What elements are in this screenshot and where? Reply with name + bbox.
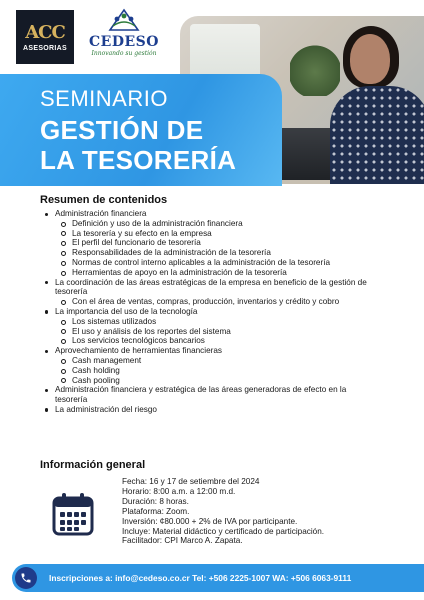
resumen-item [40, 385, 380, 405]
resumen-heading: Resumen de contenidos [40, 194, 168, 206]
resumen-subitem: Normas de control interno aplicables a la administración de la tesorería [57, 258, 380, 268]
contact-text[interactable]: Inscripciones a: info@cedeso.co.cr Tel: +506 2225-1007 WA: +506 6063-9111 [49, 573, 352, 583]
resumen-subitem: Responsabilidades de la administración de la tesorería [57, 248, 380, 258]
resumen-item [40, 209, 380, 278]
resumen-subitem: El uso y análisis de los reportes del sistema [57, 327, 380, 337]
resumen-subitem: Herramientas de apoyo en la administración de la tesorería [57, 268, 380, 278]
resumen-item [40, 307, 380, 346]
info-plataforma: Plataforma: Zoom. [122, 506, 190, 516]
info-horario: Horario: 8:00 a.m. a 12:00 m.d. [122, 486, 236, 496]
resumen-subitem: Con el área de ventas, compras, producción, inventarios y crédito y cobro [57, 297, 380, 307]
resumen-item [40, 405, 380, 415]
resumen-item-text: La importancia del uso de la tecnología [55, 306, 198, 316]
info-inversion: Inversión: ¢80.000 + 2% de IVA por participante. [122, 516, 298, 526]
info-fecha: Fecha: 16 y 17 de setiembre del 2024 [122, 477, 260, 486]
resumen-subitem: Cash holding [57, 366, 380, 376]
resumen-contents [40, 209, 380, 415]
resumen-subitem: Cash management [57, 356, 380, 366]
resumen-subitem: Los sistemas utilizados [57, 317, 380, 327]
resumen-item-text: Aprovechamiento de herramientas financieras [55, 346, 223, 356]
banner-title-line2: LA TESORERÍA [40, 145, 237, 175]
info-heading: Información general [40, 459, 146, 471]
acc-logo-mark: ACC [25, 21, 65, 43]
resumen-sublist [57, 317, 380, 346]
cedeso-logo [82, 8, 166, 70]
cedeso-logo-name: CEDESO [89, 34, 159, 50]
resumen-subitem: Cash pooling [57, 376, 380, 386]
resumen-list [40, 209, 380, 415]
info-details [122, 477, 412, 546]
phone-icon [15, 567, 37, 589]
resumen-subitem: Definición y uso de la administración financiera [57, 219, 380, 229]
resumen-item-text: Administración financiera [55, 209, 147, 218]
resumen-subitem: Los servicios tecnológicos bancarios [57, 336, 380, 346]
info-facilitador: Facilitador: CPI Marco A. Zapata. [122, 536, 243, 546]
resumen-item [40, 278, 380, 307]
resumen-item-text: La coordinación de las áreas estratégicas de la empresa en beneficio de la gestión de tesorería [55, 277, 367, 297]
contact-footer [12, 564, 424, 592]
resumen-item [40, 346, 380, 385]
resumen-sublist [57, 297, 380, 307]
resumen-subitem: El perfil del funcionario de tesorería [57, 238, 380, 248]
resumen-item-text: Administración financiera y estratégica de las áreas generadoras de efecto en la tesorería [55, 385, 347, 405]
resumen-sublist [57, 356, 380, 385]
cedeso-logo-tagline: Innovando su gestión [91, 50, 157, 57]
acc-asesorias-logo [16, 10, 74, 64]
info-incluye: Incluye: Material didáctico y certificado de participación. [122, 526, 325, 536]
info-duracion: Duración: 8 horas. [122, 496, 189, 506]
banner-title-line1: GESTIÓN DE [40, 115, 204, 145]
resumen-sublist [57, 219, 380, 278]
banner-kicker: SEMINARIO [40, 86, 168, 111]
resumen-subitem: La tesorería y su efecto en la empresa [57, 229, 380, 239]
title-banner [0, 74, 282, 186]
calendar-icon [52, 492, 94, 536]
acc-logo-sub: ASESORIAS [23, 44, 67, 52]
resumen-item-text: La administración del riesgo [55, 404, 157, 414]
cedeso-emblem-icon [107, 8, 141, 34]
